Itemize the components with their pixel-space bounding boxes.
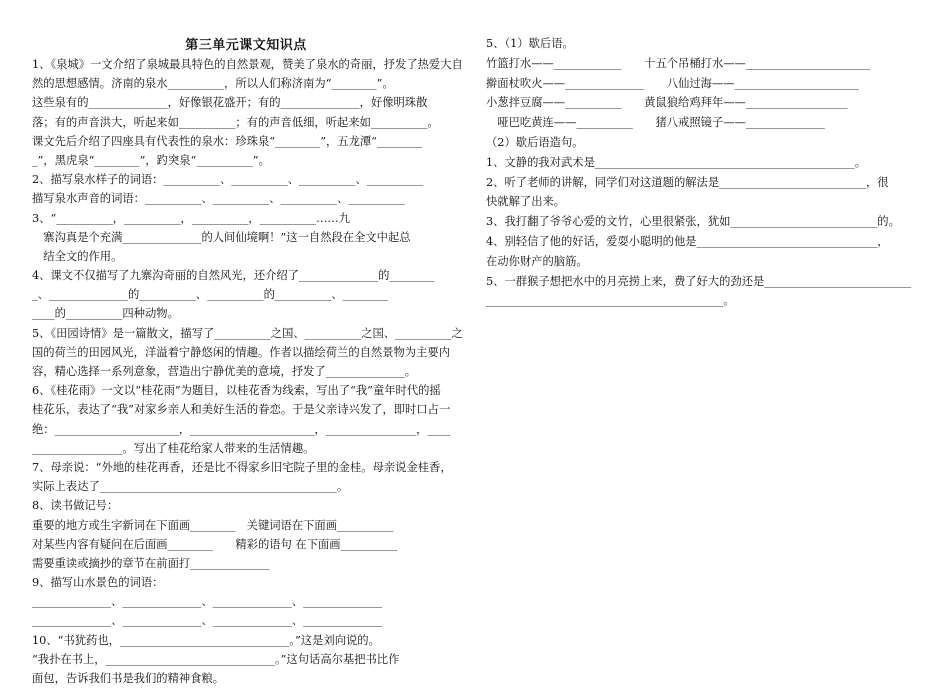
left-text-line: “我扑在书上，______________________________。”这句话高尔基把书比作	[32, 652, 400, 666]
left-column	[32, 34, 463, 688]
left-text-line: 需要重读或摘抄的章节在前面打______________	[32, 556, 270, 570]
right-text-line: 3、我打翻了爷爷心爱的文竹，心里很紧张，犹如__________________________的。	[486, 215, 900, 229]
left-text-line: 面包，告诉我们书是我们的精神食粮。	[32, 672, 225, 685]
left-text-line: 1、《泉城》一文介绍了泉城最具特色的自然景观，赞美了泉水的奇丽，抒发了热爱大自	[32, 58, 463, 71]
right-text-block	[486, 34, 918, 311]
left-text-line: 10、“书犹药也，______________________________。”这是刘向说的。	[32, 633, 380, 647]
left-text-line: 9、描写山水景色的词语：	[32, 576, 164, 590]
left-text-line: 描写泉水声音的词语：__________、__________、__________、__________	[32, 192, 405, 206]
right-text-line: 小葱拌豆腐——__________ 黄鼠狼给鸡拜年——__________________	[486, 96, 848, 110]
left-text-line: 实际上表达了__________________________________________。	[32, 480, 349, 494]
left-text-line: 容，精心选择一系列意象，营造出宁静优美的意境，抒发了______________。	[32, 365, 417, 378]
right-text-line: 擀面杖吹火——______________ 八仙过海——______________________	[486, 76, 859, 90]
left-text-line: 2、描写泉水样子的词语：__________、__________、__________、__________	[32, 173, 424, 187]
right-text-line: 5、（1）歇后语。	[486, 37, 574, 50]
right-text-line: 哑巴吃黄连——__________ 猪八戒照镜子——______________	[486, 116, 825, 130]
left-text-line: 这些泉有的______________，好像银花盛开；有的______________，好像明珠散	[32, 96, 428, 110]
left-text-line: 5、《田园诗情》是一篇散文，描写了__________之国、__________之国、__________之	[32, 326, 463, 340]
right-text-line: 4、别轻信了他的好话，爱耍小聪明的他是________________________________，	[486, 234, 889, 248]
left-text-line: _、______________的__________、__________的__________、________	[32, 288, 388, 302]
right-text-line: 1、文静的我对武术是______________________________________________。	[486, 155, 866, 169]
right-column	[486, 34, 918, 311]
left-text-line: 寨沟真是个充满______________的人间仙境啊！”这一自然段在全文中起总	[32, 230, 411, 244]
left-text-line: 落；有的声音洪大，听起来如__________；有的声音低细，听起来如__________。	[32, 115, 439, 129]
left-text-line: 3、“__________，__________，__________，__________……九	[32, 211, 350, 225]
left-text-line: ______________、______________、______________、______________	[32, 595, 383, 609]
right-text-line: 在动你财产的脑筋。	[486, 254, 588, 268]
left-text-line: ____的__________四种动物。	[32, 307, 179, 321]
right-text-line: __________________________________________。	[486, 294, 735, 308]
right-text-line: 5、一群猴子想把水中的月亮捞上来，费了好大的劲还是__________________________	[486, 274, 912, 288]
left-text-line: 绝：______________________，______________________，________________，____	[32, 422, 450, 436]
left-text-line: 国的荷兰的田园风光，洋溢着宁静悠闲的情趣。作者以描绘荷兰的自然景物为主要内	[32, 345, 450, 359]
left-text-line: ________________。写出了桂花给家人带来的生活情趣。	[32, 441, 315, 455]
right-text-line: 快就解了出来。	[486, 195, 566, 209]
left-text-line: 然的思想感情。济南的泉水__________，所以人们称济南为“________”。	[32, 77, 394, 91]
left-text-block	[32, 55, 463, 688]
left-text-line: 8、读书做记号：	[32, 499, 119, 513]
left-text-line: 7、母亲说：“外地的桂花再香，还是比不得家乡旧宅院子里的金桂。母亲说金桂香，	[32, 460, 452, 474]
left-text-line: 结全文的作用。	[32, 249, 123, 263]
left-text-line: 课文先后介绍了四座具有代表性的泉水：珍珠泉“________”，五龙潭“________	[32, 134, 423, 148]
left-text-line: ______________、______________、______________、______________	[32, 614, 383, 628]
left-text-line: 重要的地方或生字新词在下面画________ 关键词语在下面画__________	[32, 518, 394, 532]
right-text-line: 2、听了老师的讲解，同学们对这道题的解法是__________________________，很	[486, 175, 889, 189]
left-text-line: 6、《桂花雨》一文以“桂花雨”为题目，以桂花香为线索，写出了“我”童年时代的摇	[32, 384, 441, 398]
right-text-line: （2）歇后语造句。	[486, 135, 584, 149]
left-text-line: _”，黑虎泉“________”，趵突泉“__________”。	[32, 153, 270, 167]
right-text-line: 竹篮打水——____________ 十五个吊桶打水——______________________	[486, 56, 871, 70]
page-title: 第三单元课文知识点	[185, 38, 307, 53]
left-text-line: 对某些内容有疑问在后面画________ 精彩的语句 在下面画__________	[32, 537, 398, 551]
left-text-line: 4、课文不仅描写了九寨沟奇丽的自然风光，还介绍了______________的________	[32, 269, 435, 283]
left-text-line: 桂花乐，表达了“我”对家乡亲人和美好生活的眷恋。于是父亲诗兴发了，即时口占一	[32, 403, 451, 417]
